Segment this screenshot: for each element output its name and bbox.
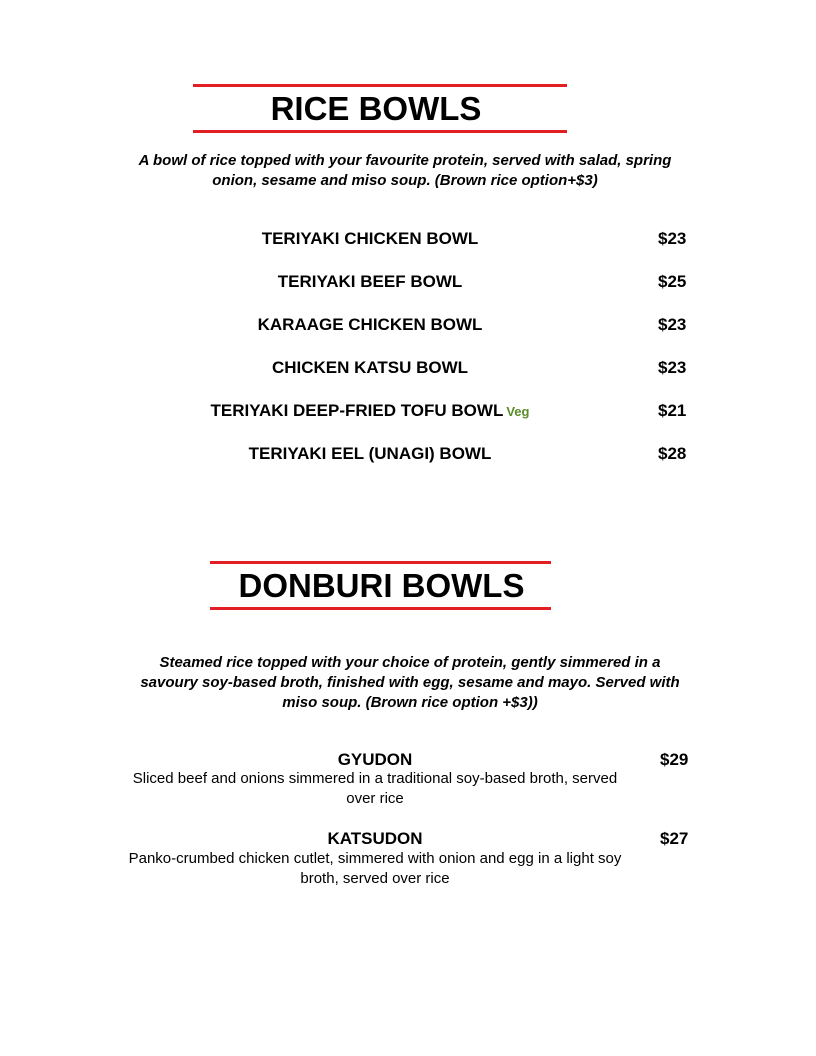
rice-bowls-description-line: A bowl of rice topped with your favourite protein, served with salad, spring xyxy=(138,152,672,169)
rice-bowls-title: RICE BOWLS xyxy=(193,84,567,133)
menu-item-price: $23 xyxy=(658,315,687,334)
menu-item-name: KATSUDON xyxy=(327,829,423,848)
veg-badge: Veg xyxy=(506,404,530,419)
menu-item-name: TERIYAKI BEEF BOWL xyxy=(277,272,463,291)
donburi-bowls-title: DONBURI BOWLS xyxy=(210,561,551,610)
menu-item-price: $23 xyxy=(658,358,687,377)
menu-item-price: $21 xyxy=(658,401,687,420)
menu-item-price: $23 xyxy=(658,229,687,248)
menu-item-name: TERIYAKI CHICKEN BOWL xyxy=(261,229,479,248)
donburi-bowls-description xyxy=(100,653,720,713)
rice-bowls-description xyxy=(100,151,710,191)
menu-item-price: $25 xyxy=(658,272,687,291)
menu-item-description-line: broth, served over rice xyxy=(300,870,450,887)
menu-item-name: TERIYAKI DEEP-FRIED TOFU BOWL xyxy=(210,401,504,420)
menu-item-name: KARAAGE CHICKEN BOWL xyxy=(257,315,483,334)
menu-item-name: CHICKEN KATSU BOWL xyxy=(271,358,469,377)
menu-item-name: GYUDON xyxy=(337,750,413,769)
menu-item-description-line: Panko-crumbed chicken cutlet, simmered with onion and egg in a light soy xyxy=(128,850,622,867)
menu-item-description xyxy=(105,849,645,889)
menu-item-price: $29 xyxy=(660,750,689,769)
menu-item-description-line: Sliced beef and onions simmered in a traditional soy-based broth, served xyxy=(132,770,618,787)
donburi-bowls-description-line: savoury soy-based broth, finished with egg, sesame and mayo. Served with xyxy=(140,674,680,691)
menu-item-price: $27 xyxy=(660,829,689,848)
menu-item-description-line: over rice xyxy=(346,790,404,807)
menu-item-price: $28 xyxy=(658,444,687,463)
menu-item-row-tofu xyxy=(150,400,590,423)
menu-item-description xyxy=(105,769,645,809)
donburi-bowls-description-line: Steamed rice topped with your choice of protein, gently simmered in a xyxy=(159,654,661,671)
rice-bowls-description-line: onion, sesame and miso soup. (Brown rice option+$3) xyxy=(212,172,598,189)
menu-item-name: TERIYAKI EEL (UNAGI) BOWL xyxy=(248,444,492,463)
donburi-bowls-description-line: miso soup. (Brown rice option +$3)) xyxy=(282,694,538,711)
